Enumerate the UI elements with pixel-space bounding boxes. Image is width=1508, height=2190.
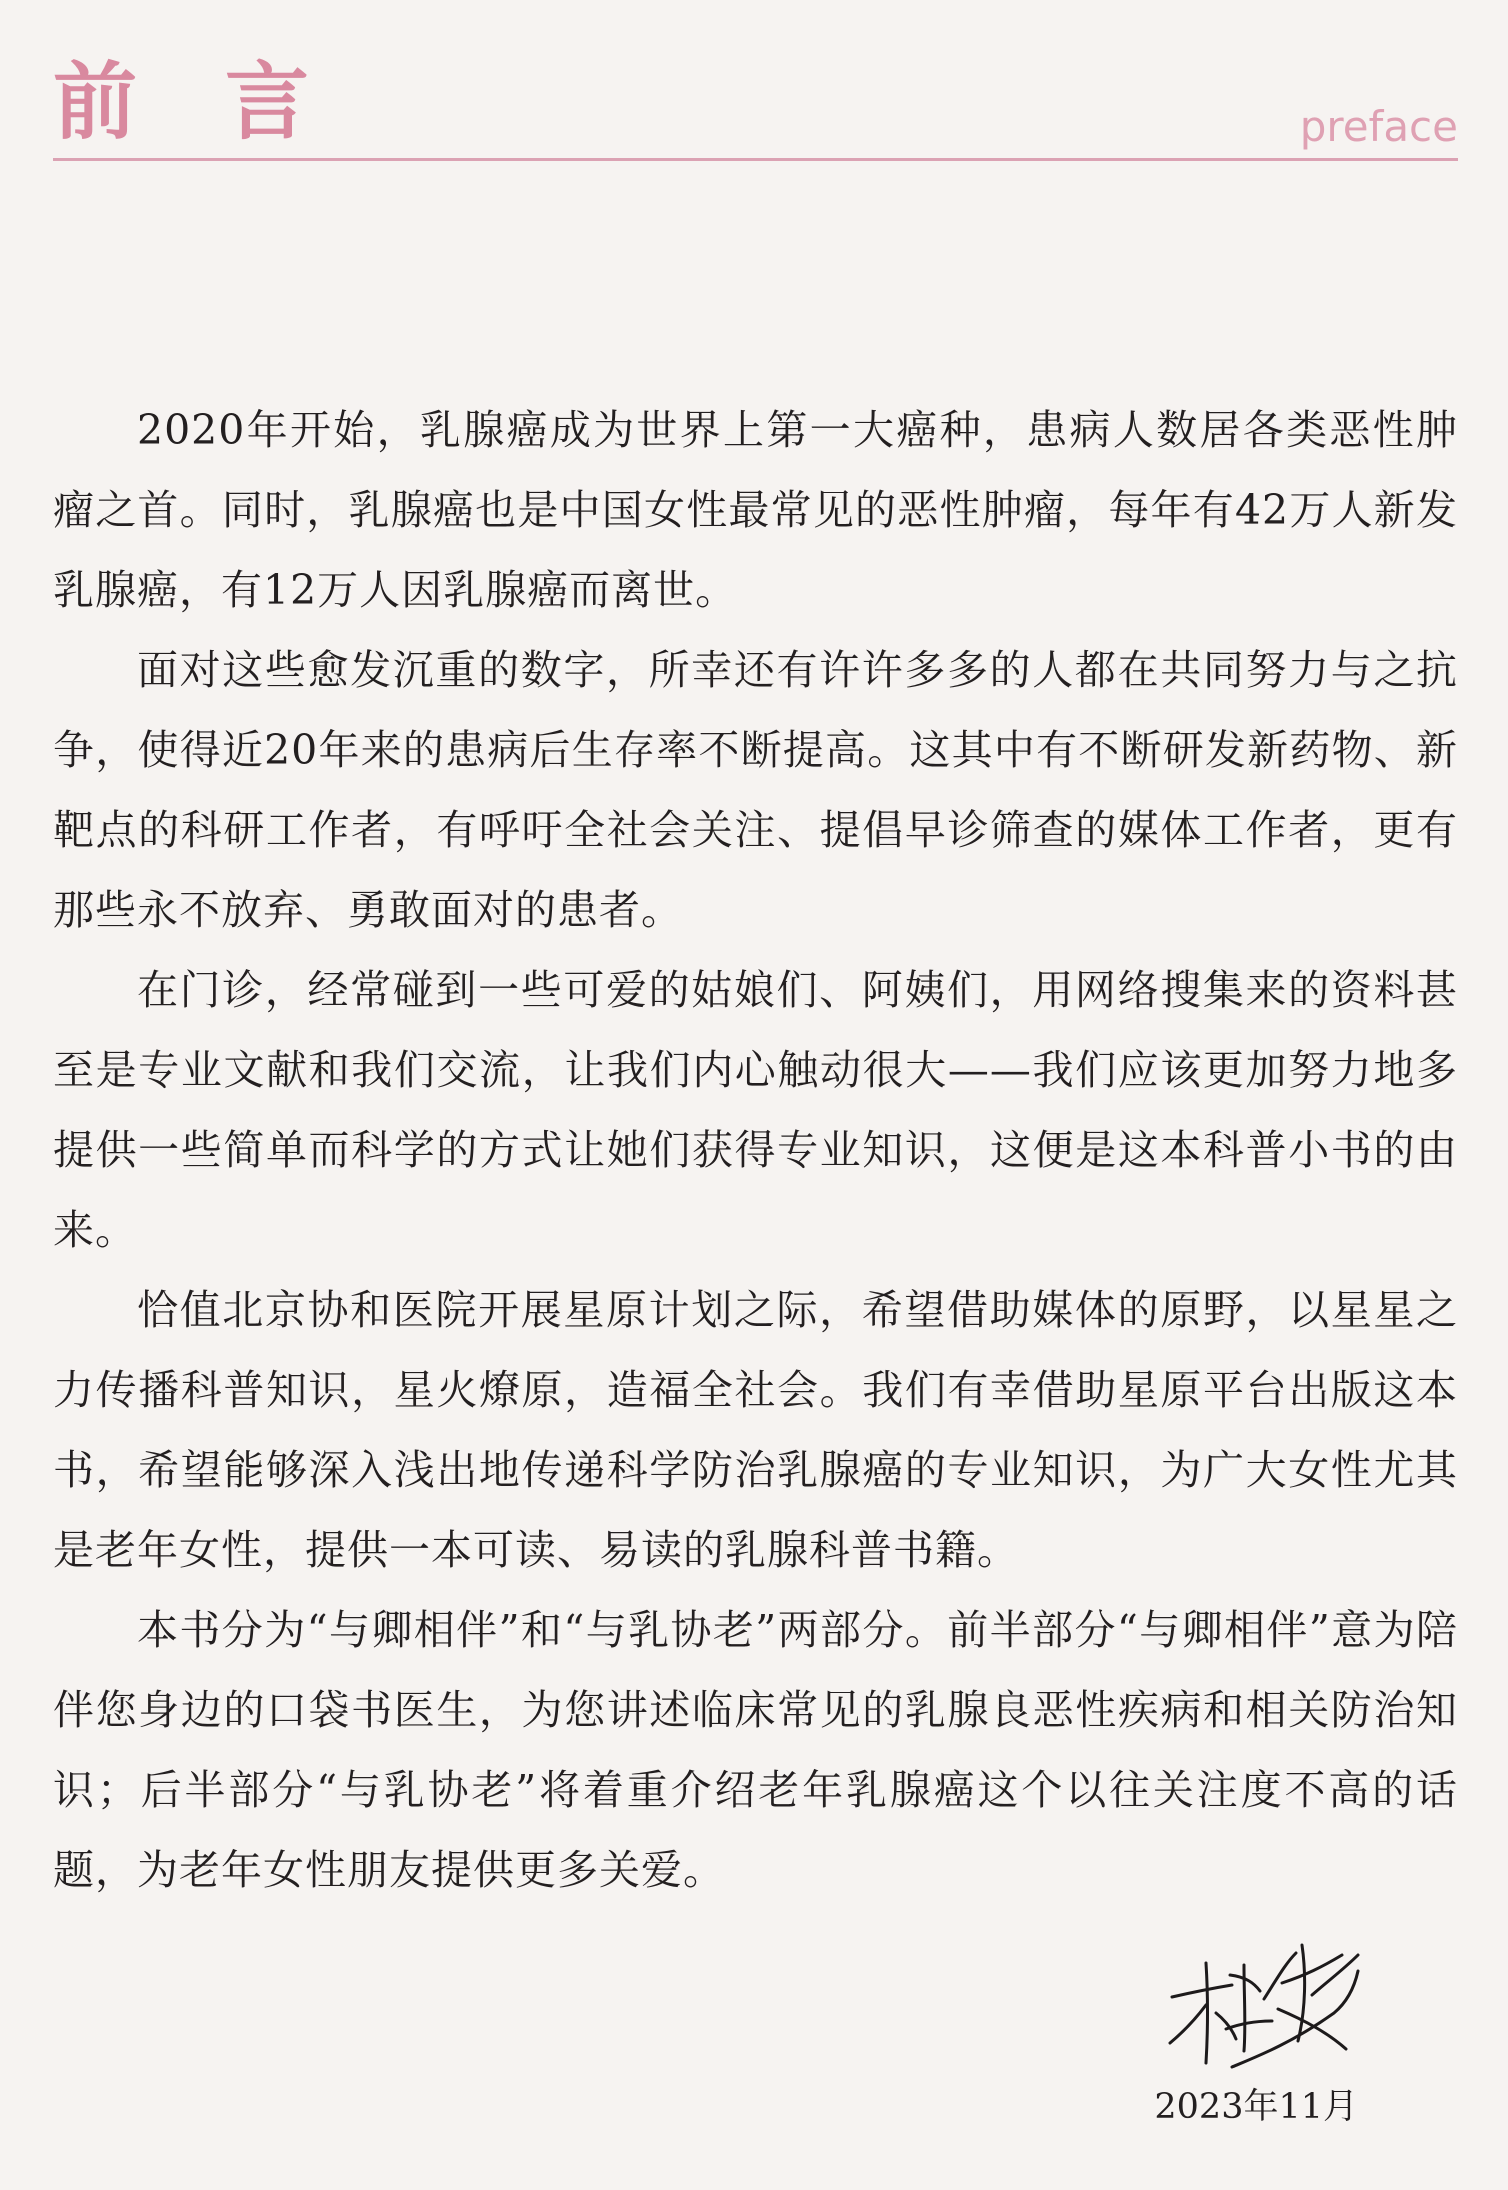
handwritten-signature [1160,1925,1370,2085]
paragraph: 2020年开始，乳腺癌成为世界上第一大癌种，患病人数居各类恶性肿瘤之首。同时，乳腺癌也是中国女性最常见的恶性肿瘤，每年有42万人新发乳腺癌，有12万人因乳腺癌而离世。 [53,406,1458,614]
paragraph: 面对这些愈发沉重的数字，所幸还有许许多多的人都在共同努力与之抗争，使得近20年来的患病后生存率不断提高。这其中有不断研发新药物、新靶点的科研工作者，有呼吁全社会关注、提倡早诊筛查的媒体工作者，更有那些永不放弃、勇敢面对的患者。 [53,646,1458,934]
header-divider [53,158,1458,161]
page-subtitle: preface [1299,102,1458,151]
page-title: 前言 [53,52,398,151]
date: 2023年11月 [1154,2087,1358,2127]
page-header [53,48,1458,163]
preface-body [53,390,1458,1910]
paragraph: 本书分为“与卿相伴”和“与乳协老”两部分。前半部分“与卿相伴”意为陪伴您身边的口袋书医生，为您讲述临床常见的乳腺良恶性疾病和相关防治知识；后半部分“与乳协老”将着重介绍老年乳腺癌这个以往关注度不高的话题，为老年女性朋友提供更多关爱。 [53,1606,1458,1894]
paragraph: 恰值北京协和医院开展星原计划之际，希望借助媒体的原野，以星星之力传播科普知识，星火燎原，造福全社会。我们有幸借助星原平台出版这本书，希望能够深入浅出地传递科学防治乳腺癌的专业知识，为广大女性尤其是老年女性，提供一本可读、易读的乳腺科普书籍。 [53,1286,1458,1574]
paragraph: 在门诊，经常碰到一些可爱的姑娘们、阿姨们，用网络搜集来的资料甚至是专业文献和我们交流，让我们内心触动很大——我们应该更加努力地多提供一些简单而科学的方式让她们获得专业知识，这便是这本科普小书的由来。 [53,966,1458,1254]
